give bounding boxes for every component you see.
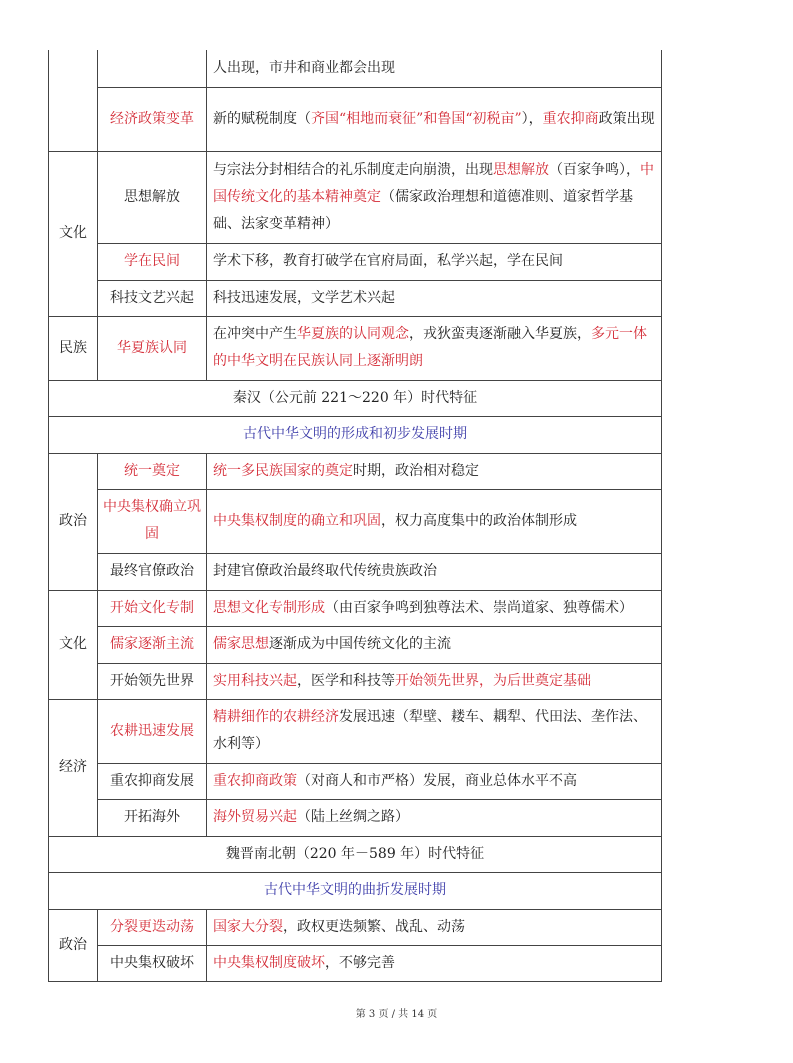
topic-cell [98,151,207,243]
category-cell: 民族 [49,316,98,380]
text-segment: 人出现，市井和商业都会出现 [213,59,395,76]
topic-cell [98,280,207,316]
table-row [49,151,662,243]
text-segment: ，权力高度集中的政治体制形成 [381,512,577,529]
table-row [49,626,662,663]
highlight-text: 中央集权确立巩固 [103,499,201,542]
description-cell [207,626,662,663]
text-segment: 与宗法分封相结合的礼乐制度走向崩溃，出现 [213,161,493,178]
text-segment: 思想解放 [124,188,180,205]
text-segment: 开拓海外 [124,809,180,825]
topic-cell [98,590,207,626]
text-segment: （由百家争鸣到独尊法术、崇尚道家、独尊儒术） [325,599,633,616]
table-row [49,553,662,590]
description-cell [207,909,662,945]
topic-cell [98,316,207,380]
topic-cell [98,909,207,945]
table-row [49,316,662,380]
description-cell [207,699,662,763]
highlight-text: 儒家思想 [213,636,269,652]
highlight-text: 精耕细作的农耕经济 [213,709,339,725]
text-segment: （对商人和市严格）发展，商业总体水平不高 [297,772,577,789]
table-row [49,243,662,280]
text-segment: 在冲突中产生 [213,326,297,342]
highlight-text: 学在民间 [124,253,180,269]
description-cell [207,50,662,87]
text-segment: 开始领先世界 [110,672,194,689]
text-segment: （儒家政治理想和道德准则、道家哲学基础、法家变革精神） [213,188,633,232]
highlight-text: 重农抑商 [542,110,599,127]
table-row [49,699,662,763]
table-row [49,380,662,416]
category-cell: 文化 [49,151,98,316]
description-cell [207,243,662,280]
text-segment: ，政权更迭频繁、战乱、动荡 [283,918,465,935]
text-segment: 逐渐成为中国传统文化的主流 [269,636,451,652]
highlight-text: 中央集权制度破坏 [213,954,325,971]
category-cell: 经济 [49,699,98,836]
topic-cell [98,699,207,763]
table-row [49,763,662,799]
table-row [49,663,662,699]
text-segment: 发展迅速（犁壁、耧车、耦犁、代田法、垄作法、水利等） [213,709,647,752]
text-segment: 新的赋税制度（ [213,110,311,127]
description-cell [207,663,662,699]
text-segment: ）， [521,110,543,127]
highlight-text: 海外贸易兴起 [213,809,297,825]
description-cell [207,87,662,151]
highlight-text: 齐国“相地而衰征”和鲁国“初税亩” [311,110,522,127]
table-row [49,836,662,872]
table-row [49,945,662,981]
table-row [49,799,662,836]
table-row [49,909,662,945]
highlight-text: 思想解放 [493,161,549,178]
description-cell [207,151,662,243]
category-cell [49,50,98,151]
topic-cell [98,763,207,799]
description-cell [207,590,662,626]
highlight-text: 中央集权制度的确立和巩固 [213,512,381,529]
table-row [49,87,662,151]
highlight-text: 中国传统文化的基本精神奠定 [213,161,654,205]
description-cell [207,453,662,489]
highlight-text: 实用科技兴起 [213,672,297,689]
table-row [49,872,662,909]
highlight-text: 开始文化专制 [110,599,194,616]
highlight-text: 统一奠定 [124,462,180,479]
highlight-text: 思想文化专制形成 [213,599,325,616]
text-segment: 封建官僚政治最终取代传统贵族政治 [213,563,437,579]
topic-cell [98,553,207,590]
history-table [48,50,662,982]
highlight-text: 开始领先世界，为后世奠定基础 [395,672,591,689]
table-row [49,416,662,453]
text-segment: 最终官僚政治 [110,563,194,579]
table-row [49,489,662,553]
highlight-text: 分裂更迭动荡 [110,918,194,935]
highlight-text: 农耕迅速发展 [110,722,194,739]
text-segment: 重农抑商发展 [110,772,194,789]
category-cell: 文化 [49,590,98,699]
topic-cell [98,50,207,87]
highlight-text: 儒家逐渐主流 [110,636,194,652]
table-row [49,280,662,316]
highlight-text: 国家大分裂 [213,918,283,935]
category-cell: 政治 [49,909,98,981]
topic-cell [98,799,207,836]
topic-cell [98,626,207,663]
text-segment: 中央集权破坏 [110,954,194,971]
topic-cell [98,243,207,280]
period-title: 古代中华文明的形成和初步发展时期 [49,416,662,453]
highlight-text: 华夏族的认同观念 [297,326,409,342]
text-segment: ，医学和科技等 [297,672,395,689]
table-row [49,590,662,626]
text-segment: ，不够完善 [325,954,395,971]
topic-cell [98,453,207,489]
highlight-text: 多元一体的中华文明在民族认同上逐渐明朗 [213,326,647,369]
text-segment: （百家争鸣）， [549,161,640,178]
text-segment: 科技迅速发展，文学艺术兴起 [213,289,395,306]
text-segment: （陆上丝绸之路） [297,809,409,825]
highlight-text: 重农抑商政策 [213,772,297,789]
topic-cell [98,87,207,151]
topic-cell [98,489,207,553]
text-segment: 科技文艺兴起 [110,289,194,306]
description-cell [207,763,662,799]
period-title: 古代中华文明的曲折发展时期 [49,872,662,909]
text-segment: 政策出现 [598,110,655,127]
description-cell [207,489,662,553]
table-row [49,50,662,87]
description-cell [207,553,662,590]
highlight-text: 华夏族认同 [117,339,187,356]
era-header: 魏晋南北朝（220 年－589 年）时代特征 [49,836,662,872]
description-cell [207,945,662,981]
highlight-text: 统一多民族国家的奠定 [213,462,353,479]
table-row [49,453,662,489]
highlight-text: 经济政策变革 [110,110,194,127]
text-segment: 时期，政治相对稳定 [353,462,479,479]
description-cell [207,280,662,316]
description-cell [207,799,662,836]
era-header: 秦汉（公元前 221～220 年）时代特征 [49,380,662,416]
page-number: 第 3 页 / 共 14 页 [355,1009,438,1020]
category-cell: 政治 [49,453,98,590]
topic-cell [98,945,207,981]
topic-cell [98,663,207,699]
description-cell [207,316,662,380]
text-segment: 学术下移，教育打破学在官府局面，私学兴起，学在民间 [213,253,563,269]
text-segment: ，戎狄蛮夷逐渐融入华夏族， [409,326,591,342]
